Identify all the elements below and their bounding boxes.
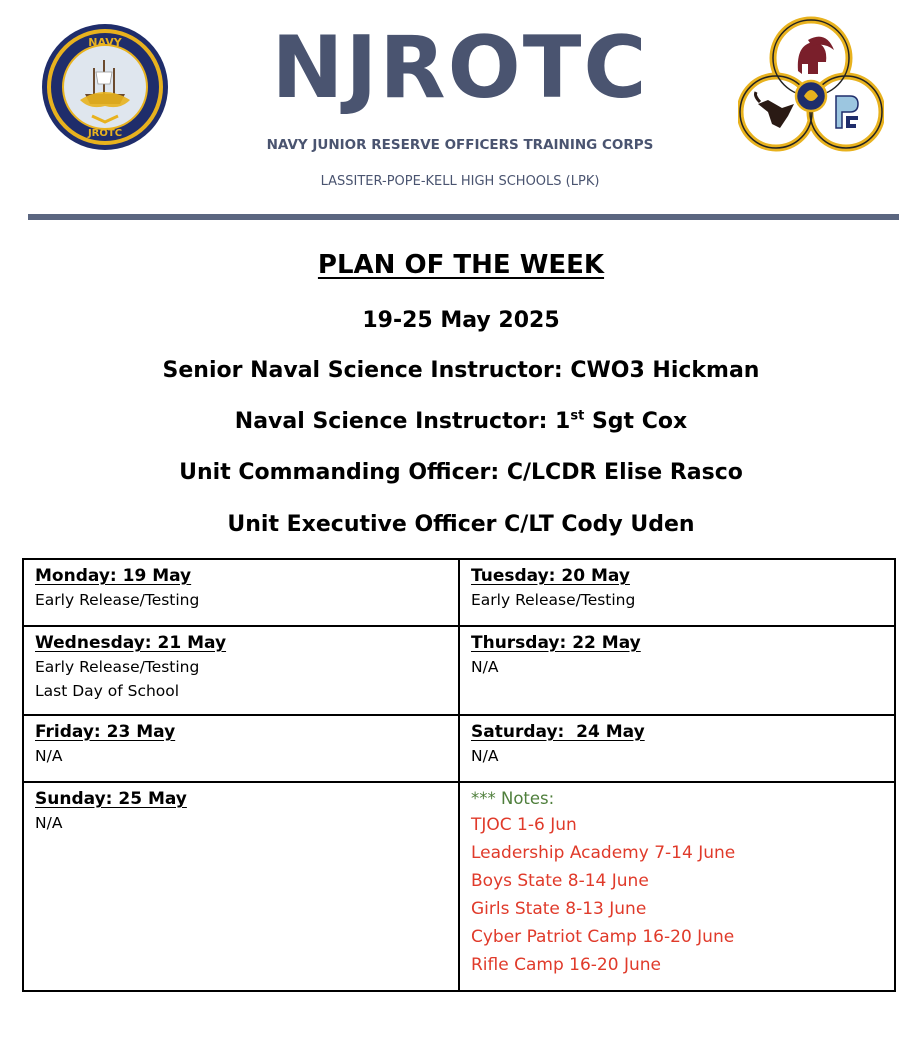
instructor-suffix: Sgt Cox [584, 409, 688, 434]
note-item: TJOC 1-6 Jun [471, 815, 577, 835]
school-crests-logo [738, 16, 884, 152]
thursday-item: N/A [471, 658, 499, 676]
table-row [23, 559, 895, 626]
page-title-text: PLAN OF THE WEEK [317, 250, 605, 280]
wednesday-item: Early Release/Testing [35, 658, 200, 676]
note-item: Rifle Camp 16-20 June [471, 955, 661, 975]
thursday-label: Thursday: 22 May [471, 633, 641, 653]
sunday-cell [23, 782, 459, 991]
saturday-cell [459, 715, 895, 782]
senior-instructor-line: Senior Naval Science Instructor: CWO3 Hickman [162, 358, 760, 383]
table-row [23, 782, 895, 991]
friday-label: Friday: 23 May [35, 722, 176, 742]
friday-cell [23, 715, 459, 782]
navy-jrotc-seal-logo [40, 22, 170, 152]
notes-cell [459, 782, 895, 991]
note-item: Cyber Patriot Camp 16-20 June [471, 927, 735, 947]
tuesday-item: Early Release/Testing [471, 591, 636, 609]
monday-item: Early Release/Testing [35, 591, 200, 609]
corps-subtitle: NAVY JUNIOR RESERVE OFFICERS TRAINING CORPS [266, 137, 654, 153]
monday-label: Monday: 19 May [35, 566, 192, 586]
header-divider [28, 214, 899, 220]
saturday-label: Saturday: 24 May [471, 722, 645, 742]
instructor-line [0, 409, 922, 434]
page-title [0, 250, 922, 280]
note-item: Girls State 8-13 June [471, 899, 647, 919]
table-row [23, 626, 895, 715]
instructor-prefix: Naval Science Instructor: 1 [234, 409, 571, 434]
seal-bottom-text: JROTC [87, 128, 123, 139]
wednesday-item: Last Day of School [35, 682, 180, 700]
seal-top-text: NAVY [88, 36, 122, 49]
wednesday-cell [23, 626, 459, 715]
week-dates: 19-25 May 2025 [362, 308, 560, 333]
sunday-item: N/A [35, 814, 63, 832]
thursday-cell [459, 626, 895, 715]
wednesday-label: Wednesday: 21 May [35, 633, 227, 653]
schools-line: LASSITER-POPE-KELL HIGH SCHOOLS (LPK) [320, 174, 600, 189]
table-row [23, 715, 895, 782]
executive-officer-line: Unit Executive Officer C/LT Cody Uden [227, 512, 695, 537]
brand-title: NJROTC [271, 18, 649, 118]
instructor-ordinal: st [570, 408, 585, 424]
tuesday-label: Tuesday: 20 May [471, 566, 630, 586]
commanding-officer-line: Unit Commanding Officer: C/LCDR Elise Rasco [179, 460, 743, 485]
sunday-label: Sunday: 25 May [35, 789, 187, 809]
friday-item: N/A [35, 747, 63, 765]
tuesday-cell [459, 559, 895, 626]
notes-heading: *** Notes: [471, 789, 555, 808]
monday-cell [23, 559, 459, 626]
weekly-schedule-table [22, 558, 896, 992]
saturday-item: N/A [471, 747, 499, 765]
note-item: Boys State 8-14 June [471, 871, 649, 891]
note-item: Leadership Academy 7-14 June [471, 843, 736, 863]
